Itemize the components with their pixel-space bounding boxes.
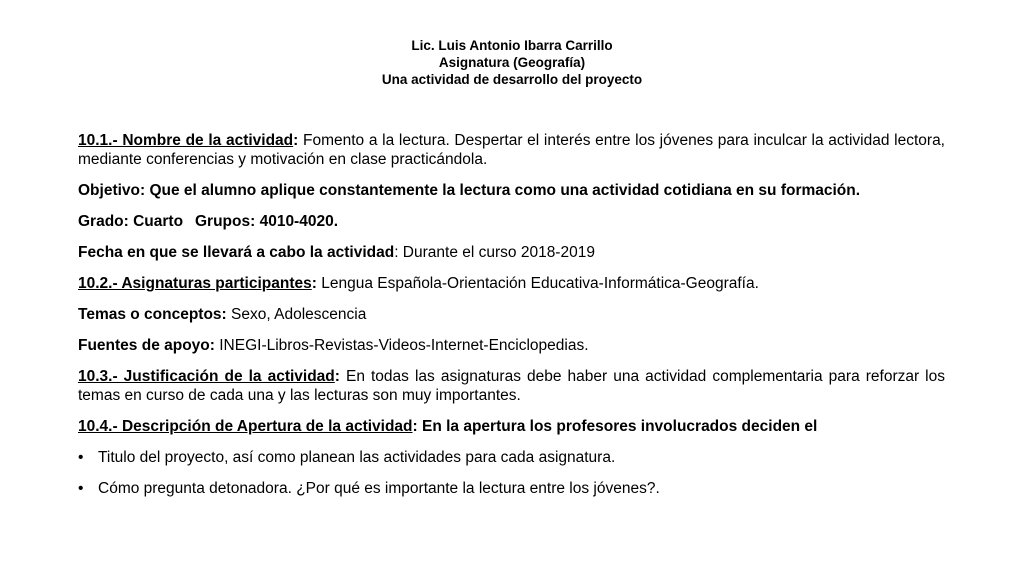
- activity-name-label: 10.1.- Nombre de la actividad: [78, 132, 294, 149]
- document-header: [0, 37, 1024, 88]
- date-text: : Durante el curso 2018-2019: [394, 244, 595, 261]
- activity-name-colon: :: [293, 132, 299, 149]
- justification-label: 10.3.- Justificación de la actividad: [78, 368, 335, 385]
- sources-text: INEGI-Libros-Revistas-Videos-Internet-Enciclopedias.: [214, 337, 589, 354]
- document-body: [78, 131, 945, 510]
- objective-paragraph: Objetivo: Que el alumno aplique constantemente la lectura como una actividad cotidiana en su formación.: [78, 182, 861, 199]
- list-item-text: Titulo del proyecto, así como planean las actividades para cada asignatura.: [98, 449, 616, 466]
- topics-paragraph: [78, 305, 945, 324]
- justification-paragraph: [78, 367, 945, 405]
- sources-paragraph: [78, 336, 945, 355]
- list-item: [78, 448, 945, 467]
- subjects-label: 10.2.- Asignaturas participantes: [78, 275, 312, 292]
- list-item: [78, 479, 945, 498]
- grade-paragraph: [78, 212, 945, 231]
- activity-name-paragraph: [78, 131, 945, 169]
- topics-text: Sexo, Adolescencia: [226, 306, 367, 323]
- activity-name-text: Fomento a la lectura. Despertar el interés entre los jóvenes para inculcar la actividad lectora, mediante conferencias y motivación en clase practicándola.: [78, 132, 945, 168]
- bullet-marker: •: [78, 480, 84, 497]
- subjects-text: Lengua Española-Orientación Educativa-Informática-Geografía.: [316, 275, 759, 292]
- subjects-colon: :: [311, 275, 317, 292]
- opening-text: : En la apertura los profesores involucrados deciden el: [412, 418, 818, 435]
- justification-text: En todas las asignaturas debe haber una actividad complementaria para reforzar los temas en curso de cada una y las lecturas son muy importantes.: [78, 368, 945, 404]
- grade-text: Grado: Cuarto: [78, 213, 184, 230]
- author-line: Lic. Luis Antonio Ibarra Carrillo: [411, 38, 613, 53]
- sources-label: Fuentes de apoyo:: [78, 337, 215, 354]
- opening-paragraph: [78, 417, 945, 436]
- project-line: Una actividad de desarrollo del proyecto: [381, 72, 643, 87]
- justification-colon: :: [334, 368, 340, 385]
- opening-label: 10.4.- Descripción de Apertura de la actividad: [78, 418, 413, 435]
- bullet-marker: •: [78, 449, 84, 466]
- subject-line: Asignatura (Geografía): [438, 55, 586, 70]
- list-item-text: Cómo pregunta detonadora. ¿Por qué es importante la lectura entre los jóvenes?.: [98, 480, 660, 497]
- date-label: Fecha en que se llevará a cabo la actividad: [78, 244, 395, 261]
- date-paragraph: [78, 243, 945, 262]
- subjects-paragraph: [78, 274, 945, 293]
- groups-text: Grupos: 4010-4020.: [195, 213, 339, 230]
- topics-label: Temas o conceptos:: [78, 306, 227, 323]
